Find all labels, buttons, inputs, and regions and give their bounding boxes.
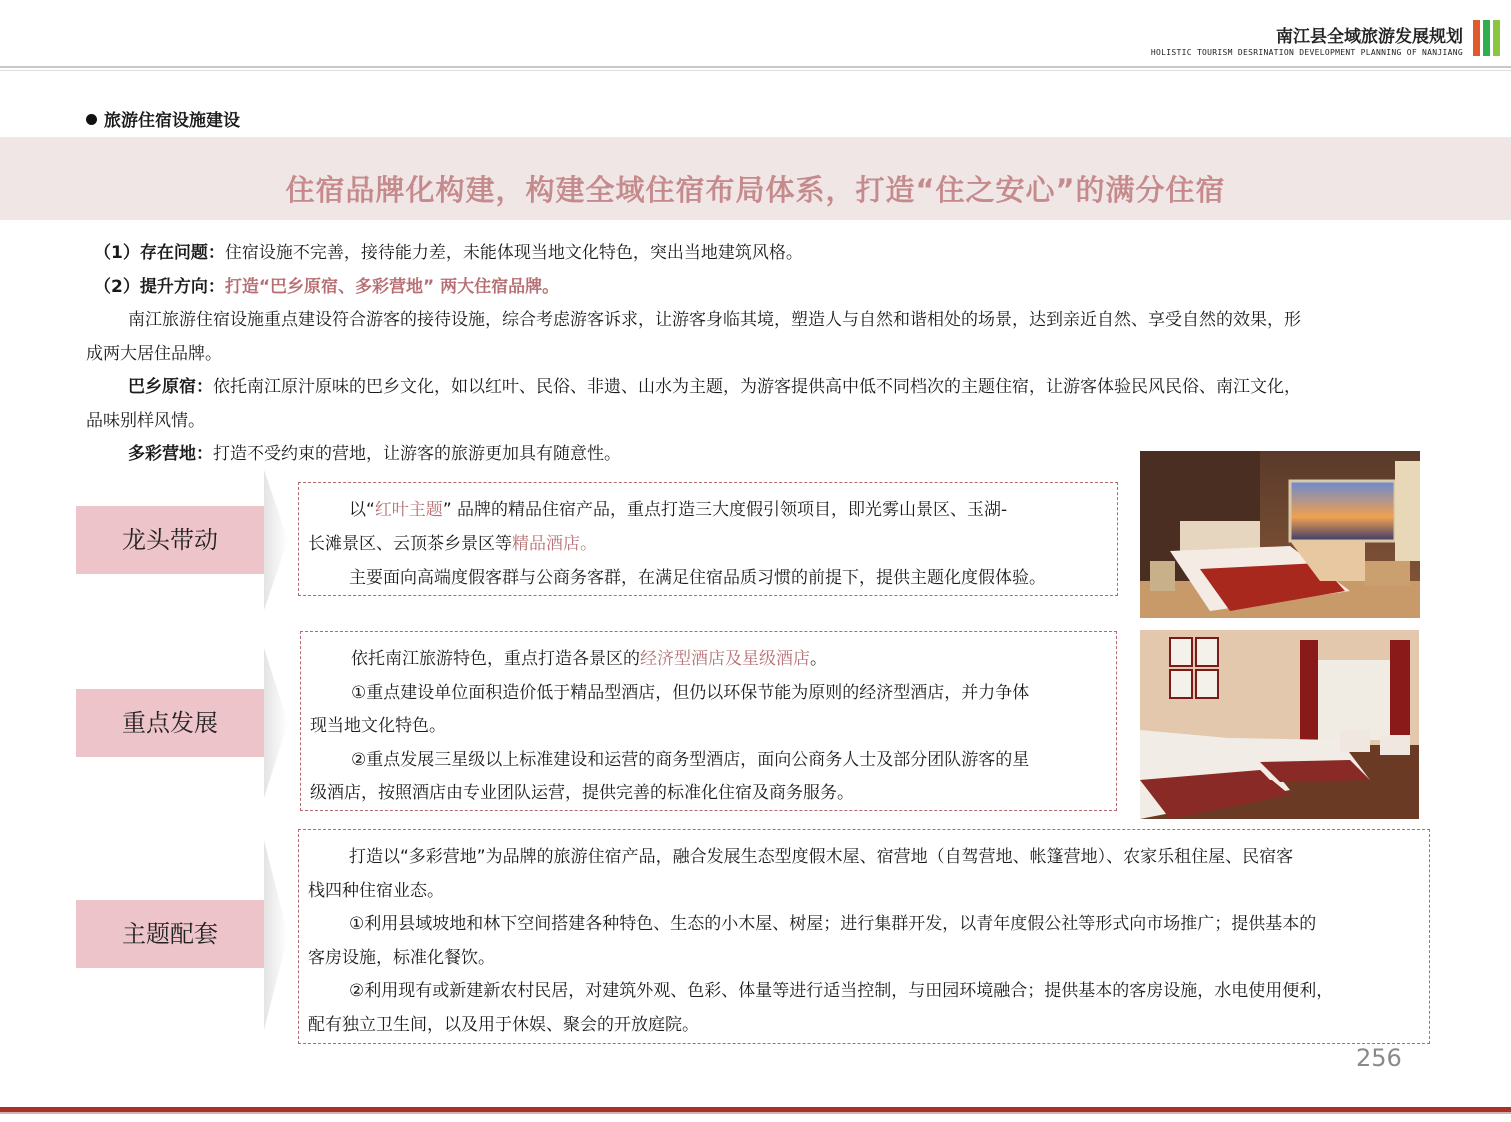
label-key-development-text: 重点发展 <box>122 709 218 737</box>
block1-highlight: 红叶主题 <box>374 500 443 520</box>
block3-line: 客房设施，标准化餐饮。 <box>308 948 495 968</box>
header-divider <box>0 66 1511 68</box>
intro-problem <box>94 236 803 270</box>
block1-highlight: 精品酒店。 <box>512 534 597 554</box>
label-theme-support <box>76 900 264 968</box>
block1-text: 以“ <box>349 500 375 520</box>
block1-line <box>349 493 1007 527</box>
block2-line: ①重点建设单位面积造价低于精品型酒店，但仍以环保节能为原则的经济型酒店，并力争体 <box>351 683 1030 703</box>
label-leading <box>76 506 264 574</box>
block3-line: ②利用现有或新建新农村民居，对建筑外观、色彩、体量等进行适当控制，与田园环境融合；提供基本的客房设施，水电使用便利， <box>349 981 1334 1001</box>
block1-text: ” 品牌的精品住宿产品，重点打造三大度假引领项目，即光雾山景区、玉湖- <box>442 500 1008 520</box>
footer-bar-light <box>0 1112 1511 1114</box>
block3-line: 栈四种住宿业态。 <box>308 881 444 901</box>
section-heading-text: 旅游住宿设施建设 <box>104 111 240 131</box>
block2-line: ②重点发展三星级以上标准建设和运营的商务型酒店，面向公商务人士及部分团队游客的星 <box>351 750 1030 770</box>
page-number: 256 <box>1356 1044 1402 1072</box>
label-leading-text: 龙头带动 <box>122 526 218 554</box>
document-subtitle: HOLISTIC TOURISM DESRINATION DEVELOPMENT PLANNING OF NANJIANG <box>1150 48 1463 57</box>
baxiang-label: 巴乡原宿： <box>128 377 213 397</box>
intro-paragraph-line: 南江旅游住宿设施重点建设符合游客的接待设施，综合考虑游客诉求，让游客身临其境，塑造人与自然和谐相处的场景，达到亲近自然、享受自然的效果，形 <box>128 310 1301 330</box>
block3-line: 打造以“多彩营地”为品牌的旅游住宿产品，融合发展生态型度假木屋、宿营地（自驾营地、帐篷营地）、农家乐租住屋、民宿客 <box>349 847 1294 867</box>
block1-line <box>308 527 597 561</box>
baxiang-paragraph <box>128 370 1301 404</box>
header-divider-thin <box>0 70 1511 71</box>
intro-direction-text: 打造“巴乡原宿、多彩营地” 两大住宿品牌。 <box>224 277 560 297</box>
block2-line: 级酒店，按照酒店由专业团队运营，提供完善的标准化住宿及商务服务。 <box>310 783 854 803</box>
block-arrow <box>264 470 288 610</box>
bullet-icon <box>86 114 97 125</box>
label-key-development <box>76 689 264 757</box>
camp-label: 多彩营地： <box>128 444 213 464</box>
block2-line <box>351 642 827 676</box>
block2-text: 。 <box>810 649 827 669</box>
baxiang-text: 依托南江原汁原味的巴乡文化，如以红叶、民俗、非遗、山水为主题，为游客提供高中低不同档次的主题住宿，让游客体验民风民俗、南江文化， <box>213 377 1301 397</box>
section-heading <box>86 106 240 131</box>
block2-line: 现当地文化特色。 <box>310 716 446 736</box>
block1-text: 长滩景区、云顶茶乡景区等 <box>308 534 512 554</box>
camp-paragraph <box>128 437 621 471</box>
intro-direction <box>94 270 559 304</box>
block-arrow <box>264 648 288 798</box>
baxiang-paragraph-line: 品味别样风情。 <box>86 411 205 431</box>
intro-problem-text: 住宿设施不完善，接待能力差，未能体现当地文化特色，突出当地建筑风格。 <box>224 243 803 263</box>
block2-text: 依托南江旅游特色，重点打造各景区的 <box>351 649 640 669</box>
block3-line: 配有独立卫生间，以及用于休娱、聚会的开放庭院。 <box>308 1015 699 1035</box>
hotel-room-photo <box>1140 451 1420 618</box>
block3-line: ①利用县域坡地和林下空间搭建各种特色、生态的小木屋、树屋；进行集群开发，以青年度假公社等形式向市场推广；提供基本的 <box>349 914 1317 934</box>
intro-paragraph-line: 成两大居住品牌。 <box>86 344 222 364</box>
banner-title: 住宿品牌化构建，构建全域住宿布局体系，打造“住之安心”的满分住宿 <box>285 173 1226 207</box>
block2-highlight: 经济型酒店及星级酒店 <box>640 649 810 669</box>
label-theme-support-text: 主题配套 <box>122 920 218 948</box>
intro-direction-label: （2）提升方向： <box>94 277 225 297</box>
twin-room-photo <box>1140 630 1419 819</box>
document-title: 南江县全域旅游发展规划 <box>1276 27 1463 47</box>
block1-line: 主要面向高端度假客群与公商务客群，在满足住宿品质习惯的前提下，提供主题化度假体验。 <box>349 568 1046 588</box>
camp-text: 打造不受约束的营地，让游客的旅游更加具有随意性。 <box>213 444 621 464</box>
brand-logo <box>1473 20 1501 56</box>
intro-problem-label: （1）存在问题： <box>94 243 225 263</box>
block-arrow <box>264 840 288 1030</box>
